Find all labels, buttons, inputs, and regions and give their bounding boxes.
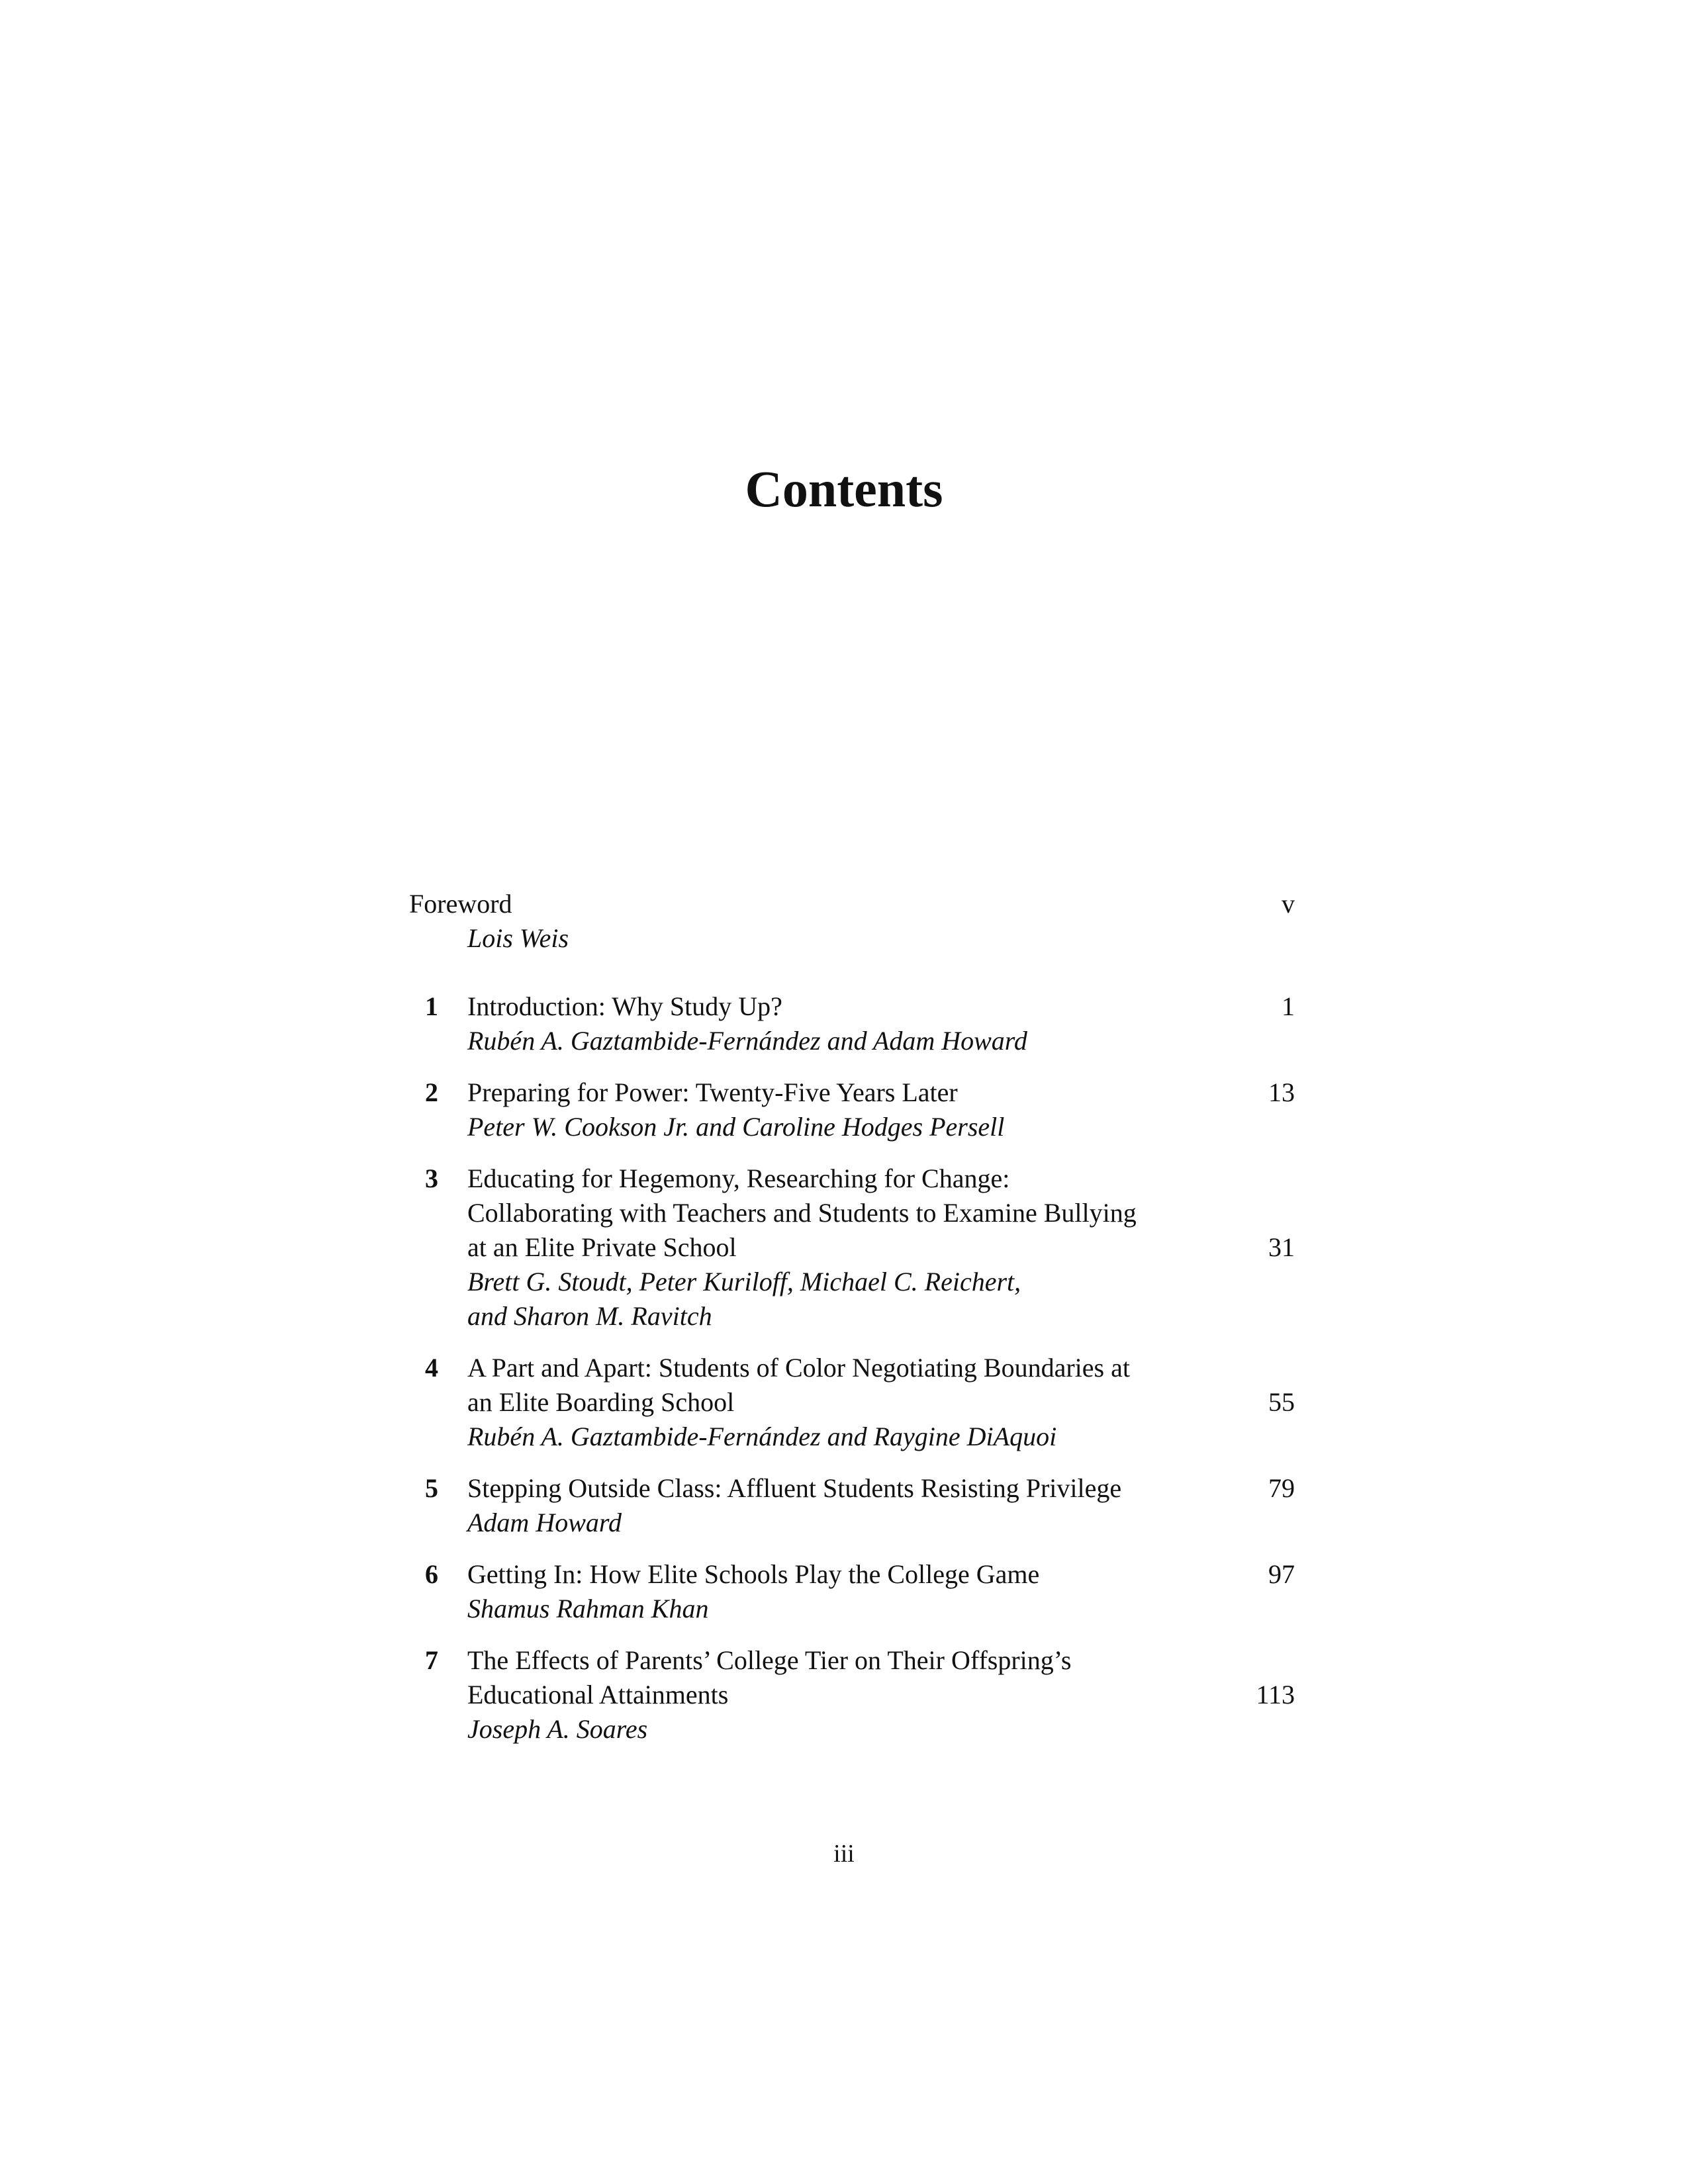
- chapter-author-line: Adam Howard: [467, 1508, 622, 1537]
- chapter-number: 1: [425, 991, 438, 1021]
- chapter-number: 2: [425, 1077, 438, 1107]
- foreword-page-number: v: [1282, 889, 1295, 919]
- toc-entry-foreword: [409, 887, 1295, 966]
- chapter-title-line: Educating for Hegemony, Researching for Change:: [467, 1163, 1010, 1193]
- chapter-page-number: 13: [1268, 1077, 1295, 1107]
- chapter-number: 6: [425, 1559, 438, 1589]
- chapter-title-line: Preparing for Power: Twenty-Five Years Later: [467, 1077, 958, 1107]
- chapter-title-line: Collaborating with Teachers and Students to Examine Bullying: [467, 1198, 1137, 1228]
- foreword-author-block: [409, 921, 1295, 956]
- chapter-authors: [409, 1420, 1295, 1454]
- chapter-authors: [409, 1110, 1295, 1144]
- chapter-title: [409, 1557, 1295, 1592]
- chapter-number: 4: [425, 1353, 438, 1383]
- toc-entry-chapter: [409, 1557, 1295, 1626]
- toc-entry-chapter: [409, 1161, 1295, 1334]
- chapter-title: [409, 989, 1295, 1024]
- chapter-author-line: Shamus Rahman Khan: [467, 1594, 709, 1623]
- chapter-title-line: at an Elite Private School: [467, 1232, 737, 1262]
- chapter-page-number: 113: [1256, 1680, 1295, 1709]
- chapter-number: 7: [425, 1645, 438, 1675]
- chapter-title: [409, 1161, 1295, 1265]
- chapter-author-line: Peter W. Cookson Jr. and Caroline Hodges Persell: [467, 1112, 1005, 1142]
- chapter-authors: [409, 1592, 1295, 1626]
- chapter-title: [409, 1471, 1295, 1506]
- chapter-author-line: Brett G. Stoudt, Peter Kuriloff, Michael C. Reichert,: [467, 1267, 1021, 1297]
- chapter-title-line: Getting In: How Elite Schools Play the College Game: [467, 1559, 1040, 1589]
- foreword-author: Lois Weis: [467, 923, 569, 953]
- toc-entry-chapter: [409, 1075, 1295, 1144]
- chapter-authors: [409, 1506, 1295, 1540]
- chapter-authors: [409, 1024, 1295, 1058]
- chapter-list: [409, 989, 1295, 1747]
- table-of-contents: [409, 887, 1295, 1764]
- chapter-page-number: 97: [1268, 1559, 1295, 1589]
- chapter-author-line: Joseph A. Soares: [467, 1714, 648, 1744]
- chapter-page-number: 31: [1268, 1232, 1295, 1262]
- chapter-title-line: The Effects of Parents’ College Tier on Their Offspring’s: [467, 1645, 1072, 1675]
- chapter-title: [409, 1351, 1295, 1420]
- chapter-number: 5: [425, 1473, 438, 1503]
- chapter-authors: [409, 1712, 1295, 1747]
- toc-entry-chapter: [409, 1471, 1295, 1540]
- chapter-number: 3: [425, 1163, 438, 1193]
- chapter-page-number: 79: [1268, 1473, 1295, 1503]
- toc-entry-chapter: [409, 1643, 1295, 1747]
- chapter-title-line: Stepping Outside Class: Affluent Students Resisting Privilege: [467, 1473, 1122, 1503]
- chapter-page-number: 55: [1268, 1387, 1295, 1417]
- page-folio: iii: [833, 1840, 855, 1868]
- page-title: Contents: [745, 460, 943, 518]
- chapter-author-line: Rubén A. Gaztambide-Fernández and Raygine DiAquoi: [467, 1422, 1057, 1451]
- chapter-title: [409, 1075, 1295, 1110]
- chapter-author-line: Rubén A. Gaztambide-Fernández and Adam Howard: [467, 1026, 1027, 1056]
- chapter-title-line: A Part and Apart: Students of Color Negotiating Boundaries at: [467, 1353, 1130, 1383]
- foreword-title: Foreword: [409, 889, 512, 919]
- chapter-author-line: and Sharon M. Ravitch: [467, 1301, 712, 1331]
- toc-entry-chapter: [409, 989, 1295, 1058]
- chapter-authors: [409, 1265, 1295, 1334]
- chapter-page-number: 1: [1282, 991, 1295, 1021]
- chapter-title: [409, 1643, 1295, 1712]
- toc-entry-chapter: [409, 1351, 1295, 1454]
- chapter-title-line: Educational Attainments: [467, 1680, 729, 1709]
- chapter-title-line: Introduction: Why Study Up?: [467, 991, 782, 1021]
- chapter-title-line: an Elite Boarding School: [467, 1387, 735, 1417]
